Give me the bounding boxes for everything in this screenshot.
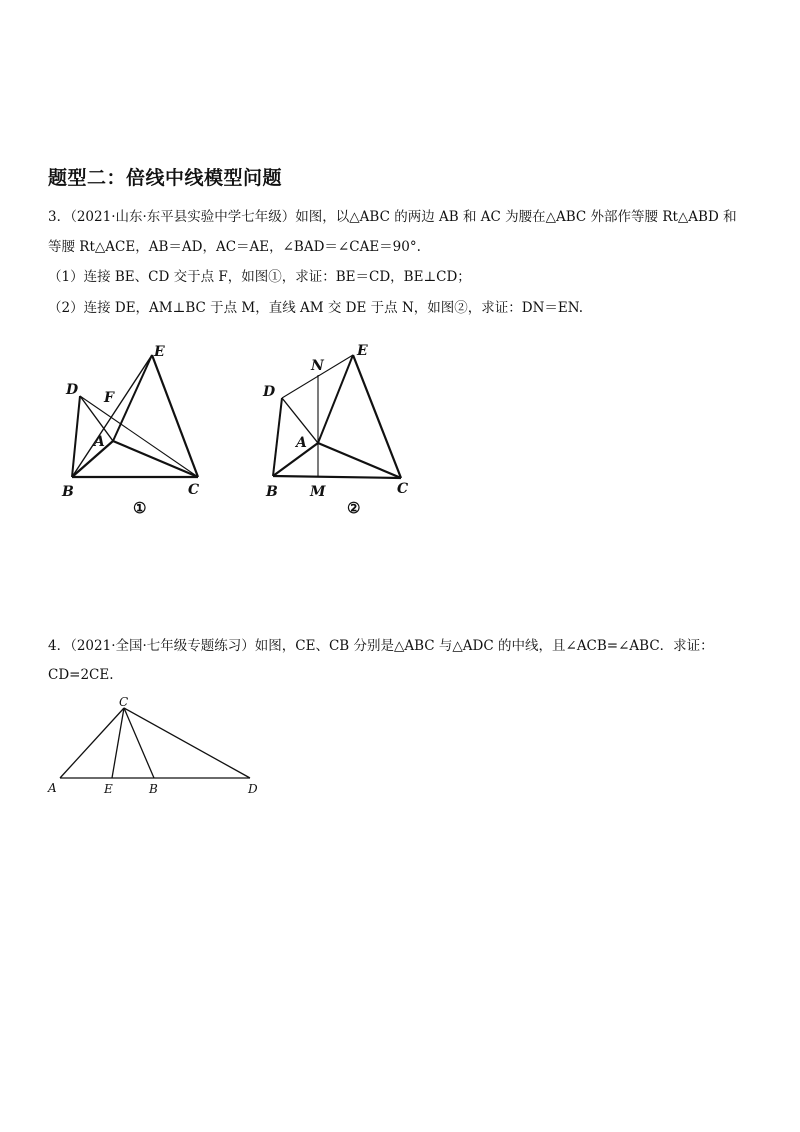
fig1-label-B: B: [62, 484, 74, 500]
fig2-label-C: C: [397, 481, 409, 497]
fig1-label-E: E: [154, 344, 165, 360]
p4-label-B: B: [149, 782, 158, 796]
problem3-part2: （2）连接 DE，AM⊥BC 于点 M，直线 AM 交 DE 于点 N，如图②，求证：DN＝EN.: [48, 300, 583, 316]
fig1-label-D: D: [66, 382, 79, 398]
p4-label-C: C: [119, 695, 129, 709]
fig2-label-D: D: [263, 384, 276, 400]
fig1-label-C: C: [188, 482, 200, 498]
fig2-label-E: E: [357, 343, 368, 359]
fig2-caption: ②: [347, 499, 361, 517]
figure-problem4: [60, 708, 250, 778]
figure-2: [273, 355, 401, 478]
p4-label-A: A: [48, 781, 57, 795]
figure-problem4-labels: [47, 695, 258, 796]
fig2-label-M: M: [310, 484, 326, 500]
fig2-label-A: A: [296, 435, 307, 451]
fig2-label-N: N: [311, 358, 324, 374]
p4-label-D: D: [248, 782, 258, 796]
problem3-part1: （1）连接 BE、CD 交于点 F，如图①，求证：BE＝CD，BE⊥CD；: [48, 269, 471, 285]
fig1-label-F: F: [104, 390, 114, 406]
p4-label-E: E: [104, 782, 113, 796]
problem4-line1: 4．（2021·全国·七年级专题练习）如图，CE、CB 分别是△ABC 与△ADC 的中线，且∠ACB=∠ABC．求证：: [48, 638, 714, 654]
figure-2-labels: [262, 343, 408, 517]
fig1-label-A: A: [94, 434, 105, 450]
fig2-label-B: B: [266, 484, 278, 500]
problem3-line2: 等腰 Rt△ACE，AB＝AD，AC＝AE，∠BAD＝∠CAE＝90°.: [48, 239, 421, 255]
problem3-line1: 3．（2021·山东·东平县实验中学七年级）如图，以△ABC 的两边 AB 和 AC 为腰在△ABC 外部作等腰 Rt△ABD 和: [48, 209, 737, 225]
section-title: 题型二：倍线中线模型问题: [48, 167, 283, 189]
problem4-line2: CD=2CE.: [48, 667, 114, 683]
figure-1: [72, 355, 198, 477]
fig1-caption: ①: [133, 499, 147, 517]
